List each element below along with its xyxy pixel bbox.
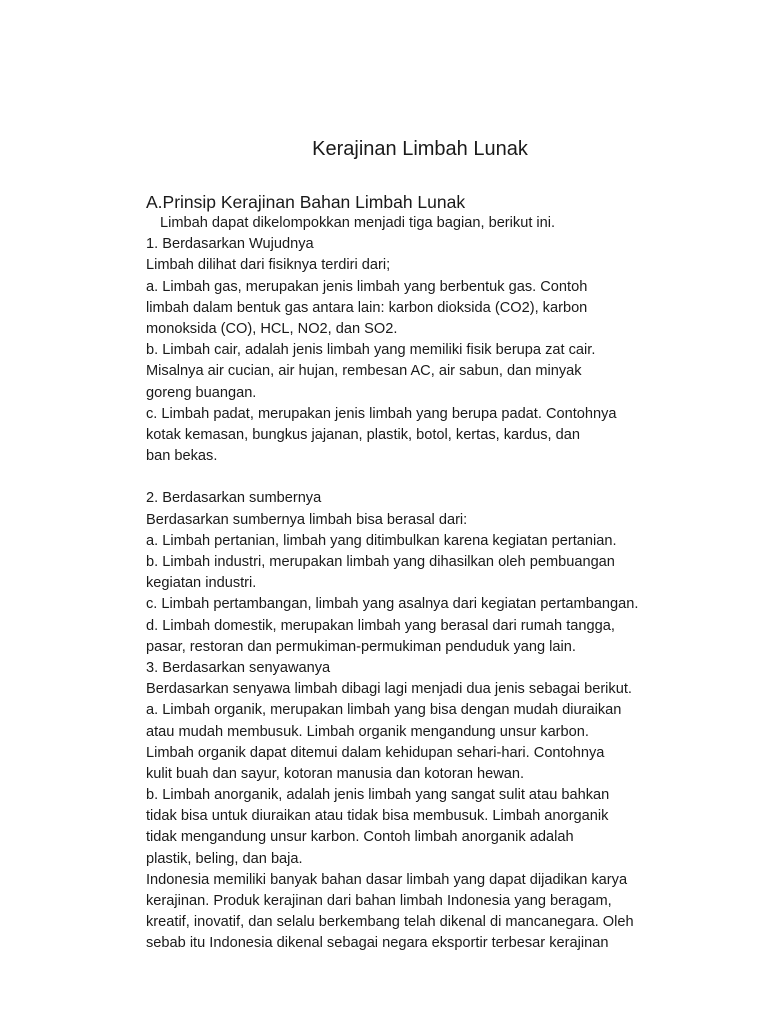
text-line: b. Limbah cair, adalah jenis limbah yang memiliki fisik berupa zat cair. (146, 342, 596, 359)
text-line: plastik, beling, dan baja. (146, 850, 303, 867)
text-line: Limbah dapat dikelompokkan menjadi tiga bagian, berikut ini. (160, 215, 556, 231)
text-line: goreng buangan. (146, 384, 257, 401)
text-line: 2. Berdasarkan sumbernya (146, 490, 322, 507)
text-line: 1. Berdasarkan Wujudnya (146, 236, 314, 253)
text-line: ban bekas. (146, 448, 218, 465)
text-line: d. Limbah domestik, merupakan limbah yang berasal dari rumah tangga, (146, 617, 615, 634)
text-line: kerajinan. Produk kerajinan dari bahan limbah Indonesia yang beragam, (146, 893, 612, 909)
text-line: tidak bisa untuk diuraikan atau tidak bisa membusuk. Limbah anorganik (146, 808, 609, 825)
text-line: a. Limbah pertanian, limbah yang ditimbulkan karena kegiatan pertanian. (146, 532, 617, 549)
text-line: monoksida (CO), HCL, NO2, dan SO2. (146, 320, 398, 337)
text-line: Berdasarkan senyawa limbah dibagi lagi menjadi dua jenis sebagai berikut. (146, 681, 632, 698)
text-line: kulit buah dan sayur, kotoran manusia dan kotoran hewan. (146, 765, 525, 782)
text-line: c. Limbah padat, merupakan jenis limbah yang berupa padat. Contohnya (146, 405, 617, 422)
text-line: Limbah dilihat dari fisiknya terdiri dari; (146, 257, 391, 274)
text-line: atau mudah membusuk. Limbah organik mengandung unsur karbon. (146, 723, 589, 740)
blank-line (146, 467, 746, 488)
section-heading: A.Prinsip Kerajinan Bahan Limbah Lunak (146, 192, 466, 212)
text-line: kotak kemasan, bungkus jajanan, plastik, botol, kertas, kardus, dan (146, 426, 581, 443)
text-line: 3. Berdasarkan senyawanya (146, 659, 331, 676)
text-line: a. Limbah organik, merupakan limbah yang bisa dengan mudah diuraikan (146, 702, 622, 719)
text-line: kegiatan industri. (146, 575, 257, 592)
text-line: Indonesia memiliki banyak bahan dasar limbah yang dapat dijadikan karya (146, 871, 628, 888)
text-line: c. Limbah pertambangan, limbah yang asalnya dari kegiatan pertambangan. (146, 596, 639, 613)
text-line: sebab itu Indonesia dikenal sebagai negara eksportir terbesar kerajinan (146, 935, 609, 952)
text-line: tidak mengandung unsur karbon. Contoh limbah anorganik adalah (146, 829, 574, 846)
body-text (146, 213, 746, 955)
text-line: limbah dalam bentuk gas antara lain: karbon dioksida (CO2), karbon (146, 299, 588, 316)
text-line: Limbah organik dapat ditemui dalam kehidupan sehari-hari. Contohnya (146, 744, 605, 761)
text-line: b. Limbah anorganik, adalah jenis limbah yang sangat sulit atau bahkan (146, 787, 610, 804)
text-line: b. Limbah industri, merupakan limbah yang dihasilkan oleh pembuangan (146, 554, 615, 570)
text-line: pasar, restoran dan permukiman-permukiman penduduk yang lain. (146, 638, 576, 655)
text-line: Misalnya air cucian, air hujan, rembesan AC, air sabun, dan minyak (146, 363, 582, 380)
text-line: a. Limbah gas, merupakan jenis limbah yang berbentuk gas. Contoh (146, 278, 588, 295)
text-line: Berdasarkan sumbernya limbah bisa berasal dari: (146, 511, 468, 528)
document-title: Kerajinan Limbah Lunak (312, 138, 528, 160)
text-line: kreatif, inovatif, dan selalu berkembang telah dikenal di mancanegara. Oleh (146, 914, 634, 931)
